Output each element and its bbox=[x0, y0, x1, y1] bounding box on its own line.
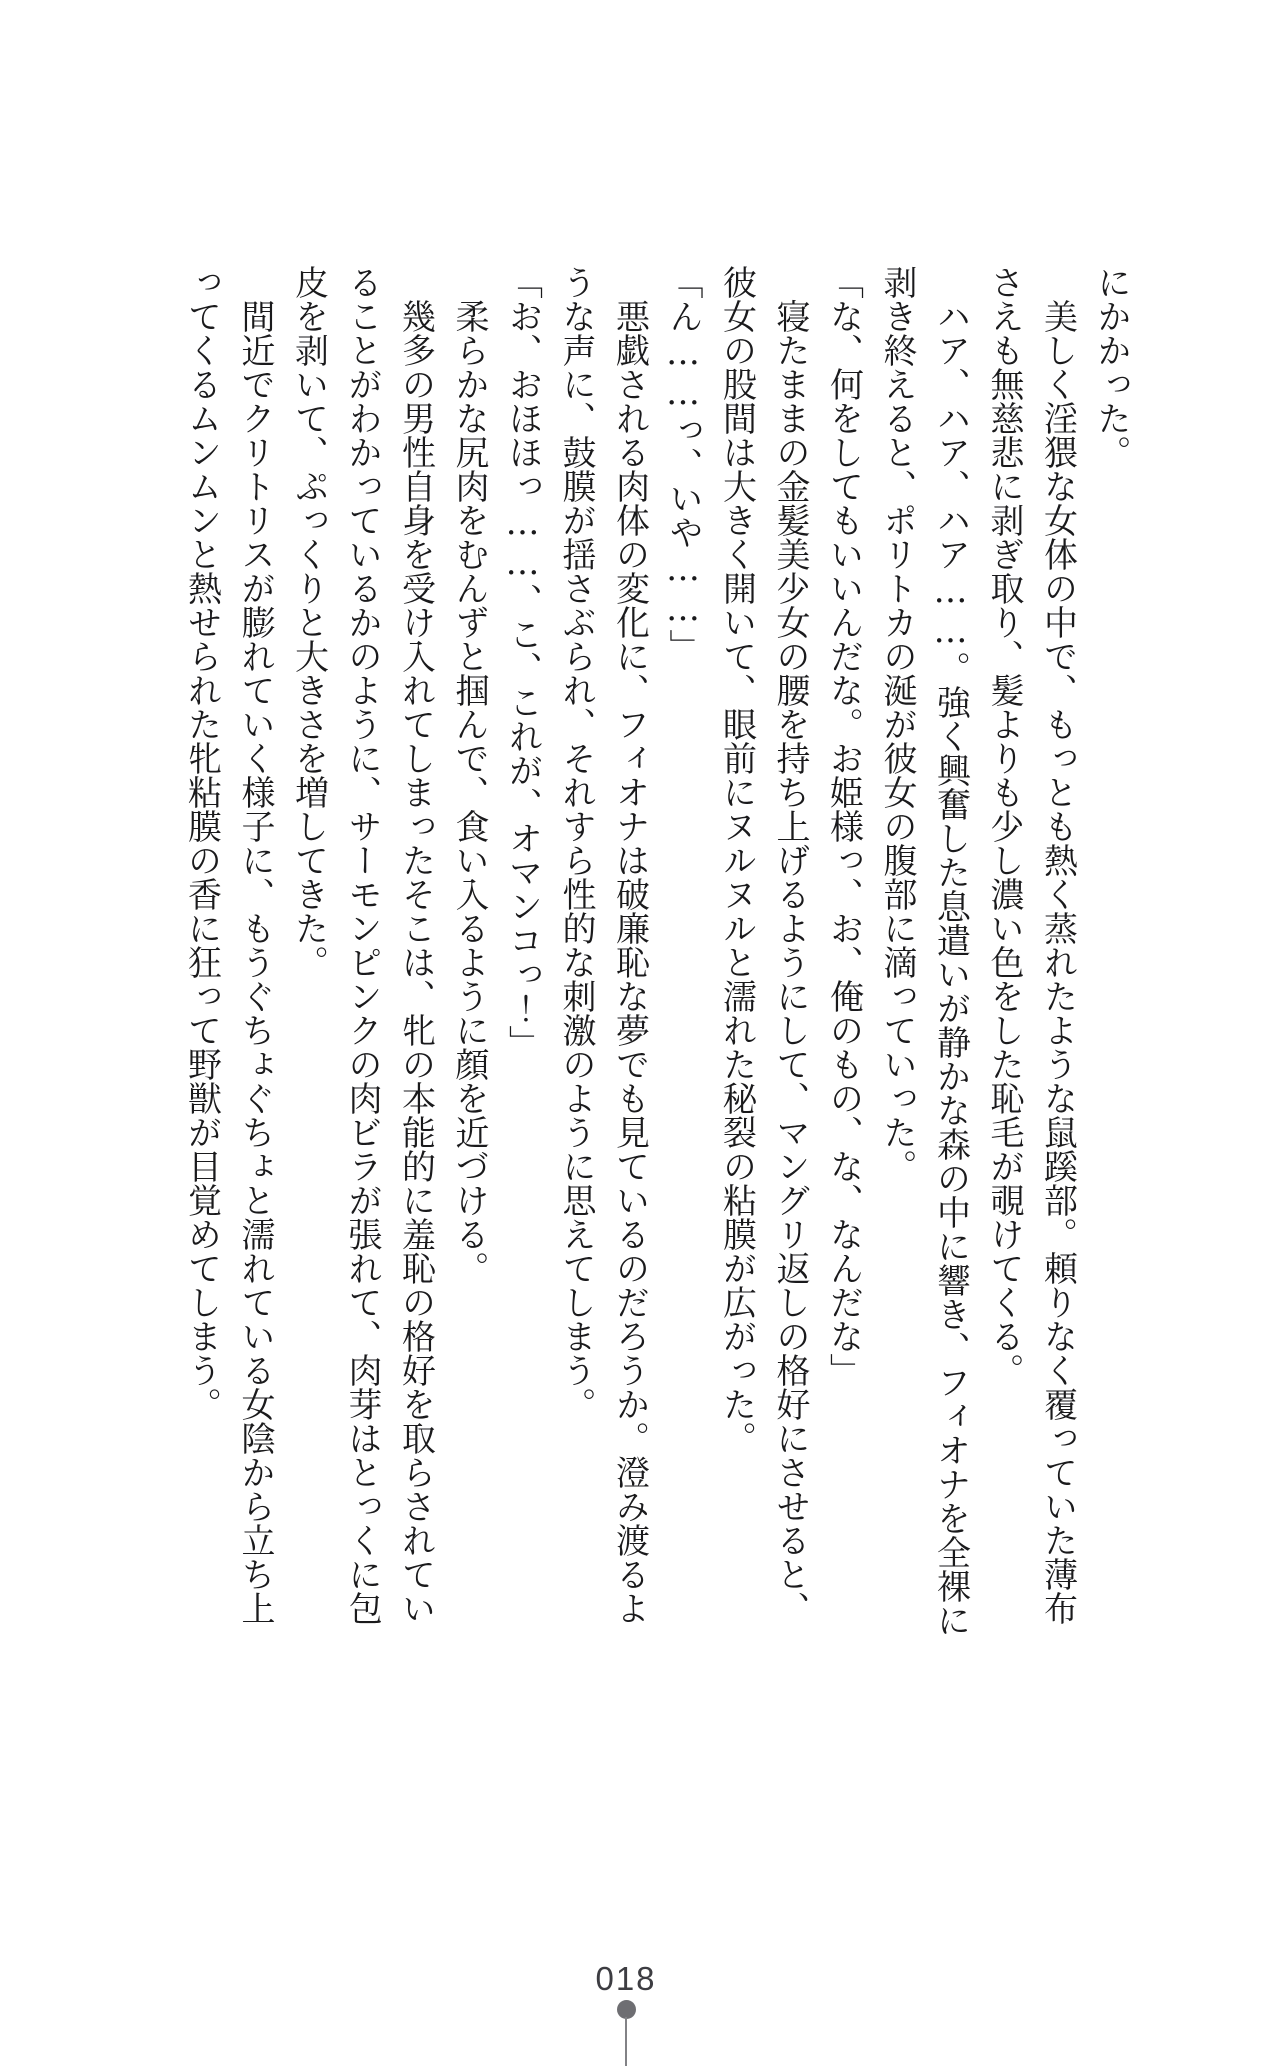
text-line: 美しく淫猥な女体の中で、もっとも熱く蒸れたような鼠蹊部。頼りなく覆っていた薄布 bbox=[1037, 299, 1078, 1625]
text-line: ハア、ハア、ハア……。強く興奮した息遣いが静かな森の中に響き、フィオナを全裸に bbox=[930, 299, 971, 1637]
text-line: 「な、何をしてもいいんだな。お姫様っ、お、俺のもの、な、なんだな」 bbox=[823, 265, 864, 1387]
text-line: にかかった。 bbox=[1091, 265, 1131, 469]
text-line: 「お、おほほっ……、こ、これが、オマンコっ！」 bbox=[502, 265, 543, 1059]
text-line: 「ん……っ、いや……」 bbox=[663, 265, 703, 663]
text-line: 悪戯される肉体の変化に、フィオナは破廉恥な夢でも見ているのだろうか。澄み渡るよ bbox=[609, 299, 650, 1625]
text-line: 皮を剥いて、ぷっくりと大きさを増してきた。 bbox=[288, 265, 329, 979]
page-number: 018 bbox=[595, 1960, 657, 1997]
text-line: うな声に、鼓膜が揺さぶられ、それすら性的な刺激のように思えてしまう。 bbox=[556, 265, 596, 1421]
text-line: 彼女の股間は大きく開いて、眼前にヌルヌルと濡れた秘裂の粘膜が広がった。 bbox=[716, 265, 757, 1455]
body-text bbox=[174, 265, 1137, 1665]
text-line: 柔らかな尻肉をむんずと掴んで、食い入るように顔を近づける。 bbox=[449, 299, 489, 1285]
footer-rule bbox=[625, 2017, 627, 2066]
text-line: 間近でクリトリスが膨れていく様子に、もうぐちょぐちょと濡れている女陰から立ち上 bbox=[235, 299, 275, 1625]
text-line: 寝たままの金髪美少女の腰を持ち上げるようにして、マングリ返しの格好にさせると、 bbox=[770, 299, 810, 1625]
text-line: ってくるムンムンと熱せられた牝粘膜の香に狂って野獣が目覚めてしまう。 bbox=[181, 265, 222, 1421]
text-line: さえも無慈悲に剥ぎ取り、髪よりも少し濃い色をした恥毛が覗けてくる。 bbox=[984, 265, 1024, 1387]
text-line: 剥き終えると、ポリトカの涎が彼女の腹部に滴っていった。 bbox=[877, 265, 917, 1183]
text-line: ることがわかっているかのように、サーモンピンクの肉ビラが張れて、肉芽はとっくに包 bbox=[342, 265, 382, 1625]
text-line: 幾多の男性自身を受け入れてしまったそこは、牝の本能的に羞恥の格好を取らされてい bbox=[395, 299, 436, 1625]
